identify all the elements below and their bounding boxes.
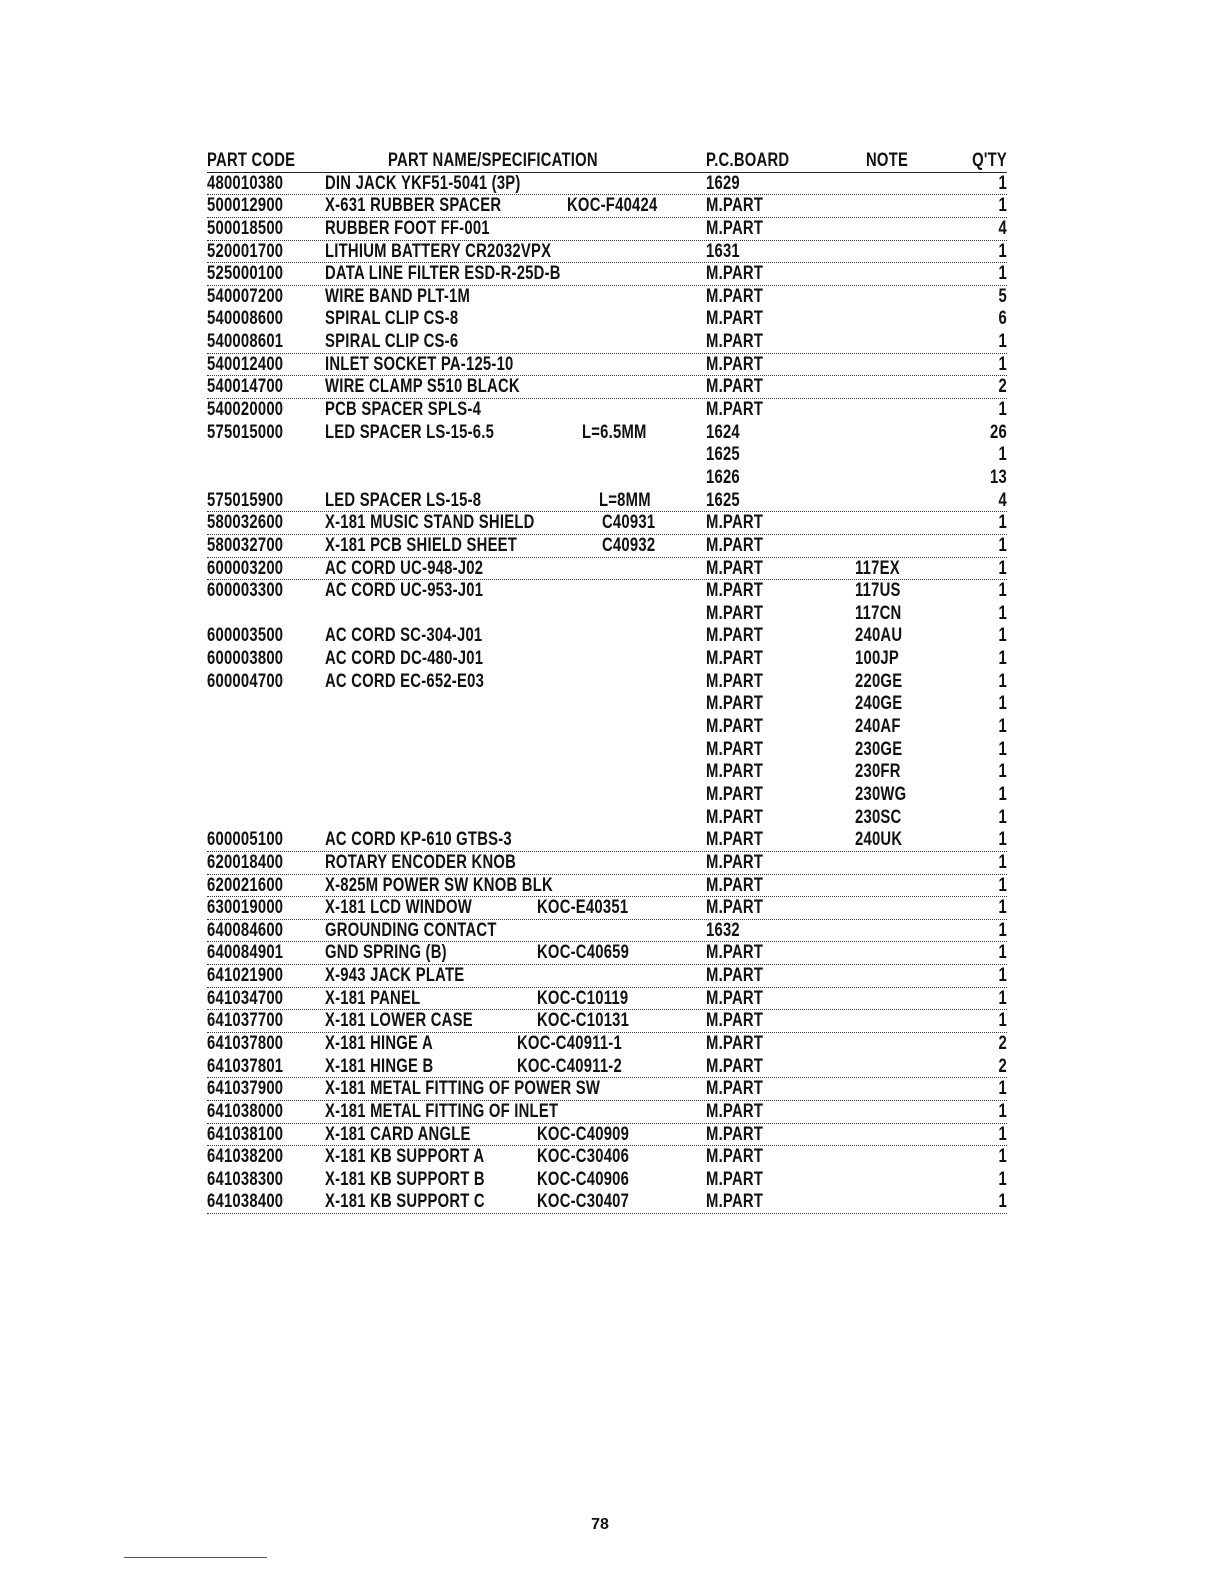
table-row	[207, 671, 1007, 694]
table-row	[207, 1101, 1007, 1124]
table-row	[207, 263, 1007, 286]
part-name-cell: INLET SOCKET PA-125-10	[325, 353, 514, 375]
qty-cell: 1	[998, 1191, 1007, 1213]
table-header	[207, 150, 1007, 173]
table-row	[207, 693, 1007, 716]
table-body	[207, 173, 1007, 1214]
note-cell: 230WG	[855, 783, 907, 805]
pc-board-cell: 1625	[706, 444, 740, 466]
pc-board-cell: M.PART	[706, 625, 764, 647]
part-name-cell: X-181 KB SUPPORT C	[325, 1191, 485, 1213]
part-code-cell: 580032600	[207, 512, 284, 534]
part-code-cell: 540008601	[207, 331, 284, 353]
part-spec-cell: C40931	[602, 512, 656, 534]
part-name-cell: RUBBER FOOT FF-001	[325, 217, 490, 239]
part-spec-cell: KOC-F40424	[567, 195, 658, 217]
qty-cell: 26	[990, 421, 1007, 443]
qty-cell: 1	[998, 1100, 1007, 1122]
part-spec-cell: C40932	[602, 534, 656, 556]
table-row	[207, 988, 1007, 1011]
table-row	[207, 218, 1007, 241]
qty-cell: 1	[998, 1078, 1007, 1100]
part-code-cell: 641021900	[207, 965, 284, 987]
table-row	[207, 467, 1007, 490]
pc-board-cell: M.PART	[706, 285, 764, 307]
part-name-cell: ROTARY ENCODER KNOB	[325, 851, 517, 873]
table-row	[207, 558, 1007, 581]
qty-cell: 1	[998, 851, 1007, 873]
qty-cell: 2	[998, 376, 1007, 398]
part-code-cell: 641038200	[207, 1146, 284, 1168]
part-name-cell: X-181 PANEL	[325, 987, 421, 1009]
pc-board-cell: M.PART	[706, 1078, 764, 1100]
header-part-code: PART CODE	[207, 150, 296, 171]
part-code-cell: 575015000	[207, 421, 284, 443]
pc-board-cell: M.PART	[706, 806, 764, 828]
qty-cell: 1	[998, 580, 1007, 602]
part-code-cell: 600003500	[207, 625, 284, 647]
part-name-cell: X-181 LCD WINDOW	[325, 897, 473, 919]
qty-cell: 1	[998, 874, 1007, 896]
pc-board-cell: 1632	[706, 919, 740, 941]
pc-board-cell: M.PART	[706, 851, 764, 873]
part-code-cell: 641037700	[207, 1010, 284, 1032]
qty-cell: 1	[998, 557, 1007, 579]
qty-cell: 1	[998, 648, 1007, 670]
table-row	[207, 807, 1007, 830]
qty-cell: 1	[998, 1123, 1007, 1145]
part-code-cell: 540012400	[207, 353, 284, 375]
part-name-cell: DATA LINE FILTER ESD-R-25D-B	[325, 263, 561, 285]
qty-cell: 13	[990, 466, 1007, 488]
part-name-cell: LED SPACER LS-15-6.5	[325, 421, 495, 443]
part-spec-cell: KOC-C40911-1	[517, 1032, 622, 1054]
pc-board-cell: 1631	[706, 240, 740, 262]
part-name-cell: AC CORD EC-652-E03	[325, 670, 485, 692]
qty-cell: 1	[998, 534, 1007, 556]
qty-cell: 1	[998, 1146, 1007, 1168]
part-name-cell: AC CORD UC-948-J02	[325, 557, 484, 579]
part-code-cell: 641037900	[207, 1078, 284, 1100]
qty-cell: 1	[998, 738, 1007, 760]
qty-cell: 1	[998, 806, 1007, 828]
part-name-cell: GND SPRING (B)	[325, 942, 447, 964]
table-row	[207, 603, 1007, 626]
part-code-cell: 640084600	[207, 919, 284, 941]
part-code-cell: 580032700	[207, 534, 284, 556]
part-name-cell: LITHIUM BATTERY CR2032VPX	[325, 240, 552, 262]
qty-cell: 1	[998, 829, 1007, 851]
pc-board-cell: 1626	[706, 466, 740, 488]
note-cell: 220GE	[855, 670, 903, 692]
pc-board-cell: M.PART	[706, 1010, 764, 1032]
qty-cell: 1	[998, 444, 1007, 466]
part-name-cell: X-181 LOWER CASE	[325, 1010, 473, 1032]
table-row	[207, 875, 1007, 898]
pc-board-cell: M.PART	[706, 263, 764, 285]
part-code-cell: 620021600	[207, 874, 284, 896]
note-cell: 230FR	[855, 761, 901, 783]
part-code-cell: 540020000	[207, 399, 284, 421]
parts-list-table	[207, 150, 1007, 1214]
table-row	[207, 195, 1007, 218]
part-name-cell: DIN JACK YKF51-5041 (3P)	[325, 172, 521, 194]
part-code-cell: 540014700	[207, 376, 284, 398]
qty-cell: 1	[998, 716, 1007, 738]
part-code-cell: 641038100	[207, 1123, 284, 1145]
qty-cell: 1	[998, 263, 1007, 285]
part-name-cell: X-181 CARD ANGLE	[325, 1123, 471, 1145]
note-cell: 117CN	[855, 602, 902, 624]
part-code-cell: 641038400	[207, 1191, 284, 1213]
part-name-cell: X-181 HINGE A	[325, 1032, 433, 1054]
part-code-cell: 540007200	[207, 285, 284, 307]
table-row	[207, 942, 1007, 965]
part-name-cell: SPIRAL CLIP CS-6	[325, 331, 459, 353]
part-code-cell: 600003200	[207, 557, 284, 579]
part-name-cell: AC CORD SC-304-J01	[325, 625, 483, 647]
pc-board-cell: M.PART	[706, 987, 764, 1009]
pc-board-cell: 1625	[706, 489, 740, 511]
part-code-cell: 520001700	[207, 240, 284, 262]
table-row	[207, 580, 1007, 603]
pc-board-cell: M.PART	[706, 217, 764, 239]
part-name-cell: AC CORD DC-480-J01	[325, 648, 484, 670]
note-cell: 230SC	[855, 806, 902, 828]
pc-board-cell: M.PART	[706, 534, 764, 556]
table-row	[207, 852, 1007, 875]
qty-cell: 1	[998, 331, 1007, 353]
part-name-cell: WIRE CLAMP S510 BLACK	[325, 376, 520, 398]
table-row	[207, 308, 1007, 331]
part-code-cell: 480010380	[207, 172, 284, 194]
qty-cell: 1	[998, 512, 1007, 534]
part-name-cell: X-181 KB SUPPORT B	[325, 1168, 485, 1190]
table-row	[207, 739, 1007, 762]
pc-board-cell: M.PART	[706, 1168, 764, 1190]
part-code-cell: 630019000	[207, 897, 284, 919]
part-name-cell: X-181 MUSIC STAND SHIELD	[325, 512, 535, 534]
part-name-cell: X-181 METAL FITTING OF INLET	[325, 1100, 559, 1122]
qty-cell: 1	[998, 919, 1007, 941]
pc-board-cell: M.PART	[706, 874, 764, 896]
qty-cell: 1	[998, 240, 1007, 262]
part-code-cell: 600003800	[207, 648, 284, 670]
note-cell: 240AU	[855, 625, 903, 647]
table-row	[207, 784, 1007, 807]
table-row	[207, 829, 1007, 852]
qty-cell: 6	[998, 308, 1007, 330]
note-cell: 230GE	[855, 738, 903, 760]
table-row	[207, 490, 1007, 513]
qty-cell: 1	[998, 1168, 1007, 1190]
qty-cell: 1	[998, 195, 1007, 217]
part-name-cell: X-181 HINGE B	[325, 1055, 434, 1077]
header-pc-board: P.C.BOARD	[706, 150, 790, 171]
qty-cell: 1	[998, 602, 1007, 624]
part-code-cell: 500018500	[207, 217, 284, 239]
pc-board-cell: M.PART	[706, 648, 764, 670]
pc-board-cell: M.PART	[706, 1100, 764, 1122]
qty-cell: 1	[998, 942, 1007, 964]
qty-cell: 1	[998, 1010, 1007, 1032]
part-spec-cell: KOC-E40351	[537, 897, 629, 919]
qty-cell: 1	[998, 897, 1007, 919]
pc-board-cell: 1629	[706, 172, 740, 194]
part-name-cell: X-943 JACK PLATE	[325, 965, 465, 987]
part-name-cell: GROUNDING CONTACT	[325, 919, 497, 941]
part-name-cell: X-181 KB SUPPORT A	[325, 1146, 485, 1168]
pc-board-cell: M.PART	[706, 376, 764, 398]
table-row	[207, 1033, 1007, 1056]
note-cell: 240AF	[855, 716, 901, 738]
pc-board-cell: M.PART	[706, 1055, 764, 1077]
qty-cell: 2	[998, 1055, 1007, 1077]
part-spec-cell: KOC-C40909	[537, 1123, 630, 1145]
note-cell: 117EX	[855, 557, 900, 579]
qty-cell: 1	[998, 693, 1007, 715]
table-row	[207, 354, 1007, 377]
part-name-cell: X-631 RUBBER SPACER	[325, 195, 502, 217]
pc-board-cell: M.PART	[706, 399, 764, 421]
qty-cell: 5	[998, 285, 1007, 307]
header-part-name: PART NAME/SPECIFICATION	[388, 150, 598, 171]
table-row	[207, 1146, 1007, 1169]
pc-board-cell: M.PART	[706, 1191, 764, 1213]
pc-board-cell: M.PART	[706, 353, 764, 375]
header-qty: Q'TY	[972, 150, 1007, 171]
note-cell: 100JP	[855, 648, 900, 670]
pc-board-cell: M.PART	[706, 580, 764, 602]
part-name-cell: LED SPACER LS-15-8	[325, 489, 482, 511]
part-spec-cell: L=6.5MM	[582, 421, 647, 443]
part-code-cell: 641037801	[207, 1055, 284, 1077]
qty-cell: 4	[998, 217, 1007, 239]
pc-board-cell: M.PART	[706, 308, 764, 330]
table-row	[207, 648, 1007, 671]
part-spec-cell: KOC-C30407	[537, 1191, 630, 1213]
table-row	[207, 331, 1007, 354]
table-row	[207, 376, 1007, 399]
part-code-cell: 641038300	[207, 1168, 284, 1190]
part-code-cell: 640084901	[207, 942, 284, 964]
pc-board-cell: M.PART	[706, 716, 764, 738]
pc-board-cell: M.PART	[706, 965, 764, 987]
pc-board-cell: M.PART	[706, 783, 764, 805]
pc-board-cell: M.PART	[706, 693, 764, 715]
table-row	[207, 920, 1007, 943]
part-code-cell: 525000100	[207, 263, 284, 285]
table-row	[207, 399, 1007, 422]
table-row	[207, 1010, 1007, 1033]
qty-cell: 1	[998, 172, 1007, 194]
note-cell: 240GE	[855, 693, 903, 715]
pc-board-cell: M.PART	[706, 557, 764, 579]
part-spec-cell: KOC-C10119	[537, 987, 629, 1009]
part-name-cell: WIRE BAND PLT-1M	[325, 285, 471, 307]
part-code-cell: 641038000	[207, 1100, 284, 1122]
part-code-cell: 540008600	[207, 308, 284, 330]
part-name-cell: X-181 PCB SHIELD SHEET	[325, 534, 518, 556]
table-row	[207, 241, 1007, 264]
table-row	[207, 716, 1007, 739]
pc-board-cell: M.PART	[706, 738, 764, 760]
table-row	[207, 1191, 1007, 1214]
part-code-cell: 641037800	[207, 1032, 284, 1054]
table-row	[207, 444, 1007, 467]
table-row	[207, 512, 1007, 535]
table-row	[207, 286, 1007, 309]
part-spec-cell: KOC-C40906	[537, 1168, 630, 1190]
part-spec-cell: KOC-C40659	[537, 942, 630, 964]
table-row	[207, 1056, 1007, 1079]
table-row	[207, 897, 1007, 920]
qty-cell: 1	[998, 761, 1007, 783]
table-row	[207, 173, 1007, 196]
pc-board-cell: 1624	[706, 421, 740, 443]
part-name-cell: X-181 METAL FITTING OF POWER SW	[325, 1078, 601, 1100]
part-code-cell: 620018400	[207, 851, 284, 873]
part-spec-cell: L=8MM	[599, 489, 651, 511]
pc-board-cell: M.PART	[706, 1123, 764, 1145]
note-cell: 240UK	[855, 829, 903, 851]
pc-board-cell: M.PART	[706, 829, 764, 851]
qty-cell: 1	[998, 783, 1007, 805]
part-name-cell: PCB SPACER SPLS-4	[325, 399, 482, 421]
qty-cell: 2	[998, 1032, 1007, 1054]
part-code-cell: 600005100	[207, 829, 284, 851]
pc-board-cell: M.PART	[706, 761, 764, 783]
qty-cell: 1	[998, 987, 1007, 1009]
table-row	[207, 535, 1007, 558]
part-code-cell: 600003300	[207, 580, 284, 602]
part-code-cell: 600004700	[207, 670, 284, 692]
part-spec-cell: KOC-C10131	[537, 1010, 630, 1032]
pc-board-cell: M.PART	[706, 602, 764, 624]
table-row	[207, 1124, 1007, 1147]
table-row	[207, 965, 1007, 988]
part-code-cell: 641034700	[207, 987, 284, 1009]
pc-board-cell: M.PART	[706, 1032, 764, 1054]
table-row	[207, 1169, 1007, 1192]
pc-board-cell: M.PART	[706, 670, 764, 692]
part-spec-cell: KOC-C40911-2	[517, 1055, 622, 1077]
page-number: 78	[591, 1516, 609, 1533]
part-code-cell: 575015900	[207, 489, 284, 511]
table-row	[207, 1078, 1007, 1101]
qty-cell: 1	[998, 965, 1007, 987]
part-name-cell: AC CORD KP-610 GTBS-3	[325, 829, 512, 851]
qty-cell: 4	[998, 489, 1007, 511]
part-name-cell: SPIRAL CLIP CS-8	[325, 308, 459, 330]
qty-cell: 1	[998, 399, 1007, 421]
footer-rule	[124, 1557, 267, 1558]
pc-board-cell: M.PART	[706, 1146, 764, 1168]
qty-cell: 1	[998, 353, 1007, 375]
table-row	[207, 422, 1007, 445]
part-spec-cell: KOC-C30406	[537, 1146, 630, 1168]
table-row	[207, 761, 1007, 784]
part-name-cell: AC CORD UC-953-J01	[325, 580, 484, 602]
header-note: NOTE	[866, 150, 909, 171]
pc-board-cell: M.PART	[706, 331, 764, 353]
pc-board-cell: M.PART	[706, 195, 764, 217]
qty-cell: 1	[998, 670, 1007, 692]
pc-board-cell: M.PART	[706, 942, 764, 964]
qty-cell: 1	[998, 625, 1007, 647]
part-name-cell: X-825M POWER SW KNOB BLK	[325, 874, 553, 896]
pc-board-cell: M.PART	[706, 512, 764, 534]
part-code-cell: 500012900	[207, 195, 284, 217]
pc-board-cell: M.PART	[706, 897, 764, 919]
note-cell: 117US	[855, 580, 901, 602]
table-row	[207, 625, 1007, 648]
